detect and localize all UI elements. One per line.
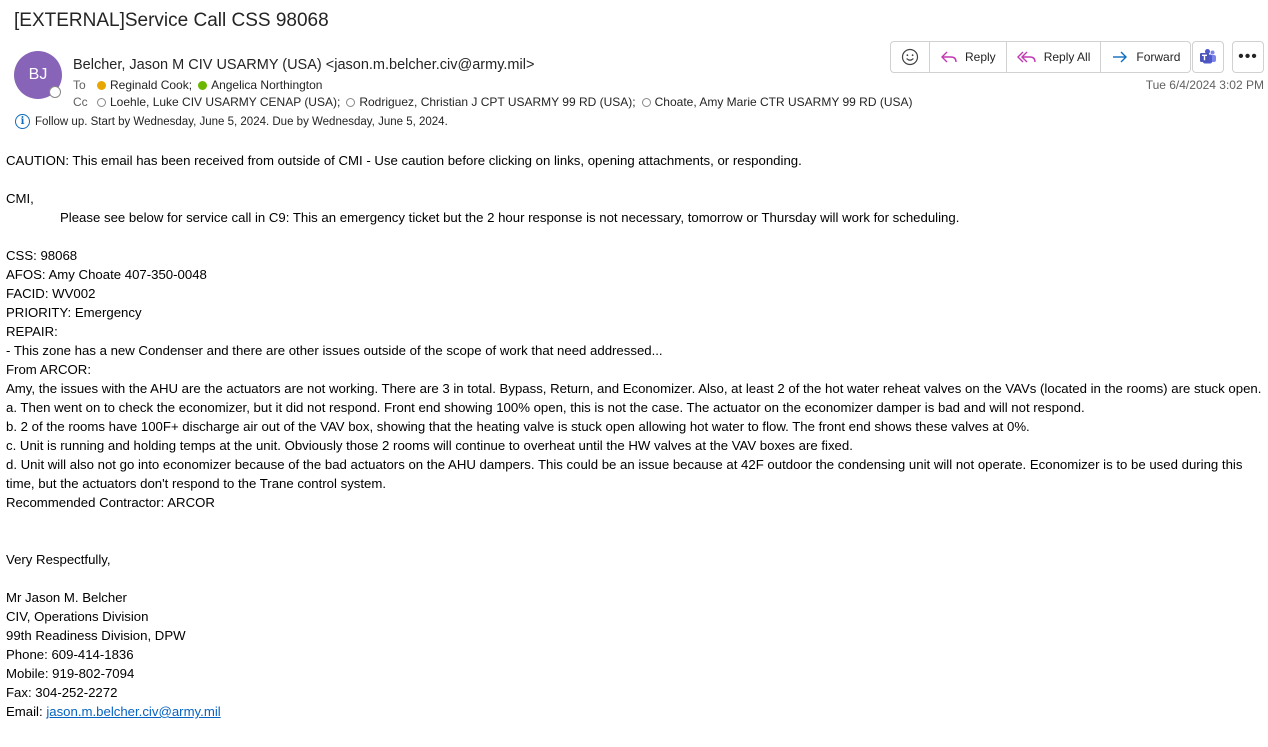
recipient-name: Rodriguez, Christian J CPT USARMY 99 RD (USA);: [359, 95, 636, 109]
forward-label: Forward: [1136, 50, 1181, 64]
sender-name[interactable]: Belcher, Jason M CIV USARMY (USA) <jason.m.belcher.civ@army.mil>: [73, 57, 535, 73]
reply-all-label: Reply All: [1043, 50, 1091, 64]
teams-icon: [1199, 48, 1217, 66]
recipient-christian-rodriguez[interactable]: [346, 95, 635, 109]
afos-line: AFOS: Amy Choate 407-350-0048: [6, 267, 207, 282]
recommended-contractor: Recommended Contractor: ARCOR: [6, 495, 215, 510]
reactions-button[interactable]: [891, 42, 930, 72]
reply-icon: [940, 49, 958, 65]
signature-title: CIV, Operations Division: [6, 609, 149, 624]
repair-line: - This zone has a new Condenser and there are other issues outside of the scope of work that need addressed...: [6, 343, 663, 358]
cc-label: Cc: [73, 95, 88, 109]
followup-banner: [15, 114, 448, 129]
reply-all-button[interactable]: [1007, 42, 1102, 72]
forward-arrow-icon: [1111, 49, 1129, 65]
email-label: Email:: [6, 704, 47, 719]
offline-status-icon: [97, 98, 106, 107]
more-actions-button[interactable]: [1232, 41, 1264, 73]
recipient-name: Loehle, Luke CIV USARMY CENAP (USA);: [110, 95, 341, 109]
signature-email-line: [6, 702, 1262, 721]
facid-line: FACID: WV002: [6, 286, 96, 301]
teams-chat-button[interactable]: [1192, 41, 1224, 73]
recipient-name: Reginald Cook;: [110, 78, 193, 92]
presence-offline-icon: [49, 86, 61, 98]
emoji-icon: [901, 48, 919, 66]
item-a: a. Then went on to check the economizer, but it did not respond. Front end showing 100% open, this is not the case. The actuator on the economizer damper is bad and will not respond.: [6, 400, 1085, 415]
signature-phone: Phone: 609-414-1836: [6, 647, 134, 662]
signature-name: Mr Jason M. Belcher: [6, 590, 127, 605]
to-label: To: [73, 78, 86, 92]
followup-text: Follow up. Start by Wednesday, June 5, 2024. Due by Wednesday, June 5, 2024.: [35, 115, 448, 128]
recipient-amy-choate[interactable]: [642, 95, 913, 109]
item-b: b. 2 of the rooms have 100F+ discharge air out of the VAV box, showing that the heating valve is stuck open allowing hot water to flow. The front end shows these valves at 0%.: [6, 419, 1030, 434]
repair-heading: REPAIR:: [6, 324, 58, 339]
reply-all-icon: [1017, 49, 1037, 65]
info-icon: i: [15, 114, 30, 129]
item-c: c. Unit is running and holding temps at the unit. Obviously those 2 rooms will continue to overheat until the HW valves at the VAV boxes are fixed.: [6, 438, 853, 453]
email-body: [6, 151, 1262, 721]
more-icon: •••: [1238, 48, 1258, 65]
intro-paragraph: Please see below for service call in C9: This an emergency ticket but the 2 hour response is not necessary, tomorrow or Thursday will work for scheduling.: [60, 210, 960, 225]
closing: Very Respectfully,: [6, 552, 111, 567]
signature-org: 99th Readiness Division, DPW: [6, 628, 186, 643]
to-row: [73, 78, 328, 92]
cc-row: [73, 95, 918, 109]
recipient-name: Choate, Amy Marie CTR USARMY 99 RD (USA): [654, 95, 913, 109]
available-status-icon: [198, 81, 207, 90]
signature-fax: Fax: 304-252-2272: [6, 685, 118, 700]
offline-status-icon: [346, 98, 355, 107]
forward-button[interactable]: [1101, 42, 1190, 72]
email-subject: [EXTERNAL]Service Call CSS 98068: [14, 10, 329, 31]
recipient-reginald-cook[interactable]: [97, 78, 192, 92]
away-status-icon: [97, 81, 106, 90]
message-actions-toolbar: [890, 41, 1191, 73]
offline-status-icon: [642, 98, 651, 107]
item-d: d. Unit will also not go into economizer because of the bad actuators on the AHU dampers. This could be an issue because at 42F outdoor the condensing unit will not operate. Economizer is to be used during this time, but the actuators don't respond to the Trane control system.: [6, 457, 1243, 491]
reply-button[interactable]: [930, 42, 1007, 72]
reply-label: Reply: [965, 50, 996, 64]
recipient-angelica-northington[interactable]: [198, 78, 322, 92]
recipient-name: Angelica Northington: [211, 78, 323, 92]
greeting: CMI,: [6, 191, 34, 206]
recipient-luke-loehle[interactable]: [97, 95, 340, 109]
caution-text: CAUTION: This email has been received from outside of CMI - Use caution before clicking on links, opening attachments, or responding.: [6, 153, 802, 168]
css-line: CSS: 98068: [6, 248, 78, 263]
sent-date: Tue 6/4/2024 3:02 PM: [1145, 78, 1264, 92]
arcor-paragraph: Amy, the issues with the AHU are the actuators are not working. There are 3 in total. Bypass, Return, and Economizer. Also, at least 2 of the hot water reheat valves on the VAVs (located in the rooms) are stuck open.: [6, 381, 1262, 396]
signature-mobile: Mobile: 919-802-7094: [6, 666, 135, 681]
email-link[interactable]: jason.m.belcher.civ@army.mil: [46, 704, 221, 719]
from-arcor: From ARCOR:: [6, 362, 91, 377]
avatar-initials: BJ: [28, 66, 48, 83]
priority-line: PRIORITY: Emergency: [6, 305, 142, 320]
